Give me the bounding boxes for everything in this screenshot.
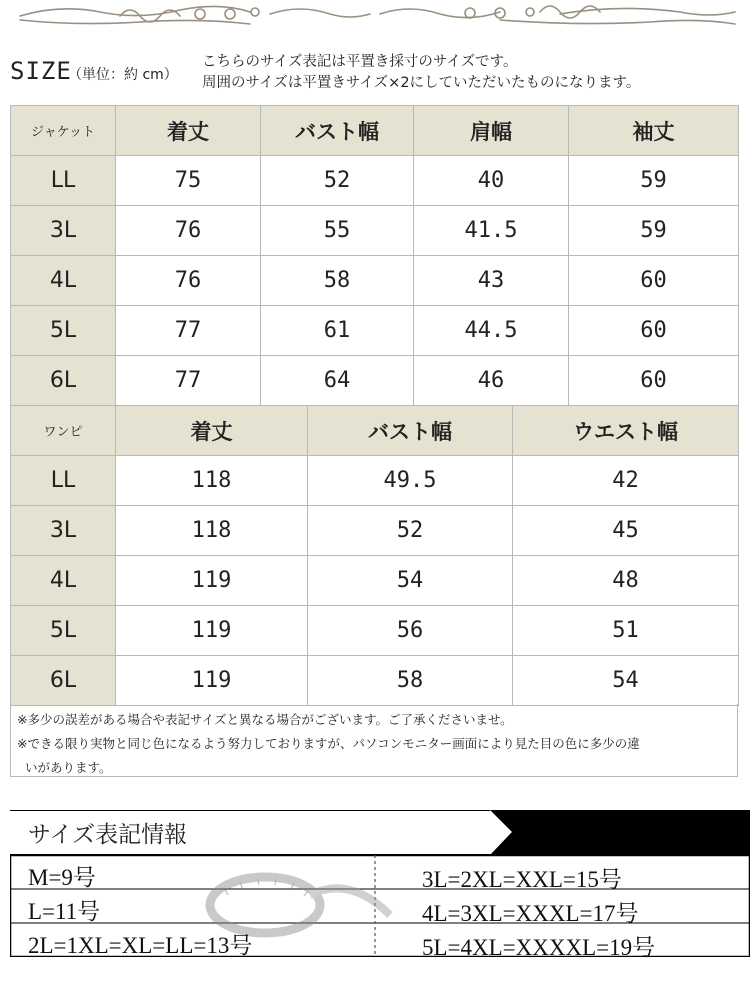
table-row — [11, 256, 739, 306]
table-cell: 49.5 — [308, 456, 513, 506]
table-row — [11, 306, 739, 356]
table-cell: 119 — [116, 656, 308, 706]
note-line: ※できる限り実物と同じ色になるよう努力しておりますが、パソコンモニター画面により見た目の色に多少の違 — [17, 736, 640, 751]
table-header-row — [11, 106, 739, 156]
size-label: 4L — [11, 556, 116, 606]
table-cell: 60 — [569, 256, 739, 306]
column-header: バスト幅 — [308, 406, 513, 456]
table-row — [11, 656, 739, 706]
table-cell: 46 — [414, 356, 569, 406]
table-row — [11, 556, 739, 606]
size-info-item: 2L=1XL=XL=LL=13号 — [28, 933, 253, 958]
size-label: 4L — [11, 256, 116, 306]
table-cell: 52 — [261, 156, 414, 206]
column-header: 着丈 — [116, 106, 261, 156]
size-label: 6L — [11, 356, 116, 406]
table-cell: 60 — [569, 356, 739, 406]
table-cell: 76 — [116, 206, 261, 256]
table-cell: 54 — [513, 656, 739, 706]
size-info-item: 4L=3XL=XXXL=17号 — [422, 901, 639, 926]
note-line: ※多少の誤差がある場合や表記サイズと異なる場合がございます。ご了承くださいませ。 — [17, 712, 513, 727]
size-label: 3L — [11, 506, 116, 556]
size-note-line-2: 周囲のサイズは平置きサイズ×2にしていただいたものになります。 — [202, 75, 641, 91]
table-cell: 75 — [116, 156, 261, 206]
table-cell: 48 — [513, 556, 739, 606]
column-header: 着丈 — [116, 406, 308, 456]
table-cell: 52 — [308, 506, 513, 556]
size-info-item: L=11号 — [28, 899, 101, 924]
table-cell: 54 — [308, 556, 513, 606]
table-cell: 118 — [116, 506, 308, 556]
table-cell: 55 — [261, 206, 414, 256]
jacket-label: ジャケット — [11, 106, 116, 156]
table-cell: 77 — [116, 356, 261, 406]
note-line: いがあります。 — [25, 760, 112, 775]
table-cell: 51 — [513, 606, 739, 656]
size-label: 5L — [11, 306, 116, 356]
table-cell: 41.5 — [414, 206, 569, 256]
jacket-size-table — [10, 105, 739, 406]
size-info-item: M=9号 — [28, 865, 96, 890]
disclaimer-notes — [10, 704, 738, 777]
column-header: 袖丈 — [569, 106, 739, 156]
size-label: 5L — [11, 606, 116, 656]
table-header-row — [11, 406, 739, 456]
column-header: ウエスト幅 — [513, 406, 739, 456]
table-cell: 59 — [569, 156, 739, 206]
size-info-item: 3L=2XL=XXL=15号 — [422, 867, 622, 892]
table-row — [11, 456, 739, 506]
table-row — [11, 606, 739, 656]
column-header: 肩幅 — [414, 106, 569, 156]
table-row — [11, 156, 739, 206]
table-cell: 64 — [261, 356, 414, 406]
dress-label: ワンピ — [11, 406, 116, 456]
table-cell: 119 — [116, 556, 308, 606]
table-cell: 76 — [116, 256, 261, 306]
table-cell: 119 — [116, 606, 308, 656]
table-cell: 59 — [569, 206, 739, 256]
size-label: LL — [11, 456, 116, 506]
table-row — [11, 206, 739, 256]
size-info-title: サイズ表記情報 — [28, 822, 188, 847]
table-row — [11, 356, 739, 406]
table-cell: 40 — [414, 156, 569, 206]
dress-size-table — [10, 405, 739, 706]
size-label: 6L — [11, 656, 116, 706]
table-cell: 56 — [308, 606, 513, 656]
table-cell: 60 — [569, 306, 739, 356]
size-label: LL — [11, 156, 116, 206]
table-cell: 58 — [261, 256, 414, 306]
table-cell: 43 — [414, 256, 569, 306]
size-title: SIZE — [10, 57, 72, 85]
table-cell: 61 — [261, 306, 414, 356]
size-label: 3L — [11, 206, 116, 256]
column-header: バスト幅 — [261, 106, 414, 156]
table-cell: 118 — [116, 456, 308, 506]
table-cell: 58 — [308, 656, 513, 706]
size-info-item: 5L=4XL=XXXXL=19号 — [422, 935, 656, 960]
table-cell: 44.5 — [414, 306, 569, 356]
decorative-ornament — [0, 0, 750, 40]
table-row — [11, 506, 739, 556]
size-note-line-1: こちらのサイズ表記は平置き採寸のサイズです。 — [202, 54, 518, 70]
size-unit-label: （単位：約 cm） — [68, 67, 178, 83]
table-cell: 77 — [116, 306, 261, 356]
table-cell: 42 — [513, 456, 739, 506]
table-cell: 45 — [513, 506, 739, 556]
